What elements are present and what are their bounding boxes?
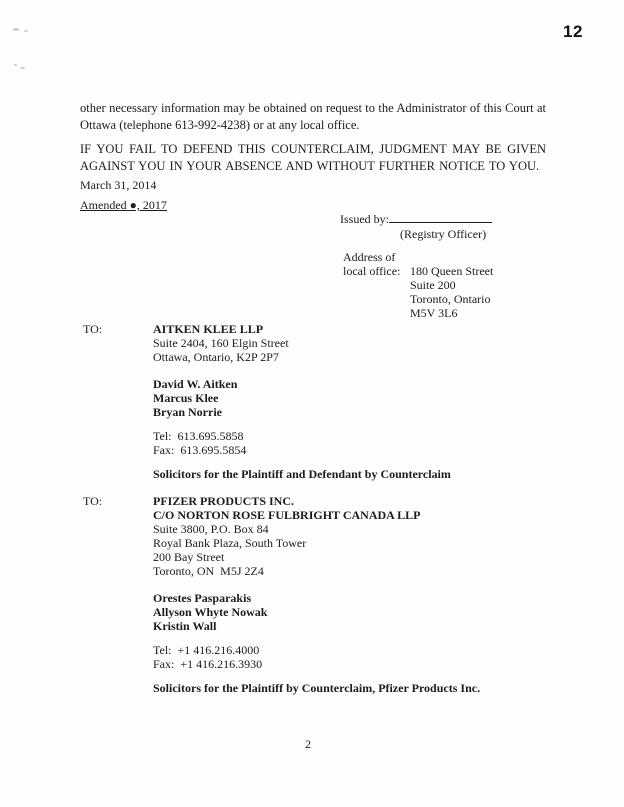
firm-address-line: Suite 2404, 160 Elgin Street	[153, 336, 289, 350]
contact-numbers	[153, 429, 546, 457]
contact-numbers	[153, 643, 546, 671]
amended-line: Amended ●, 2017	[80, 198, 167, 212]
issued-by-label: Issued by:	[340, 212, 389, 226]
address-line: 180 Queen Street	[410, 264, 494, 278]
tel-line: Tel: +1 416.216.4000	[153, 643, 260, 657]
scan-artifact	[14, 64, 17, 66]
lawyer-name: David W. Aitken	[153, 377, 238, 391]
scan-artifact	[13, 28, 19, 31]
issued-by-block	[340, 212, 546, 242]
notice-paragraph-info: other necessary information may be obtained on request to the Administrator of this Court at Ottawa (telephone 613-992-4238) or at any local office.	[80, 101, 546, 132]
solicitor-role: Solicitors for the Plaintiff by Counterclaim, Pfizer Products Inc.	[153, 681, 481, 695]
notice-paragraph-warning: IF YOU FAIL TO DEFEND THIS COUNTERCLAIM, JUDGMENT MAY BE GIVEN AGAINST YOU IN YOUR ABSENCE AND WITHOUT FURTHER NOTICE TO YOU.	[80, 142, 546, 173]
document-date: March 31, 2014	[80, 178, 157, 192]
address-of-label: Address of	[343, 250, 396, 264]
address-line: Suite 200	[410, 278, 456, 292]
scan-artifact	[24, 30, 28, 32]
recipient-block-pfizer	[80, 494, 546, 695]
registry-officer-label: (Registry Officer)	[400, 227, 487, 241]
local-office-address	[410, 250, 493, 320]
recipient-details	[153, 494, 546, 695]
to-label: TO:	[83, 322, 103, 336]
local-office-label	[343, 250, 410, 320]
document-body	[80, 100, 546, 695]
firm-name: PFIZER PRODUCTS INC.	[153, 494, 295, 508]
tel-line: Tel: 613.695.5858	[153, 429, 244, 443]
signature-line	[389, 212, 492, 223]
lawyer-names	[153, 591, 546, 633]
firm-name-co: C/O NORTON ROSE FULBRIGHT CANADA LLP	[153, 508, 421, 522]
local-office-address-block	[343, 250, 546, 320]
lawyer-name: Allyson Whyte Nowak	[153, 605, 268, 619]
firm-address-line: Ottawa, Ontario, K2P 2P7	[153, 350, 279, 364]
lawyer-names	[153, 377, 546, 419]
lawyer-name: Orestes Pasparakis	[153, 591, 252, 605]
amended-line-wrap	[80, 198, 546, 212]
tab-number: 12	[563, 22, 583, 41]
firm-address-line: Toronto, ON M5J 2Z4	[153, 564, 264, 578]
fax-line: Fax: +1 416.216.3930	[153, 657, 263, 671]
lawyer-name: Bryan Norrie	[153, 405, 222, 419]
issued-by-row	[340, 212, 546, 227]
address-line: Toronto, Ontario	[410, 292, 491, 306]
firm-address-line: Suite 3800, P.O. Box 84	[153, 522, 269, 536]
solicitor-role: Solicitors for the Plaintiff and Defendant by Counterclaim	[153, 467, 451, 481]
recipient-block-aitken-klee	[80, 322, 546, 481]
recipient-details	[153, 322, 546, 481]
page-number: 2	[305, 737, 311, 751]
to-label: TO:	[83, 494, 103, 508]
firm-name: AITKEN KLEE LLP	[153, 322, 264, 336]
firm-address-line: Royal Bank Plaza, South Tower	[153, 536, 307, 550]
local-office-label-line2: local office:	[343, 264, 401, 278]
fax-line: Fax: 613.695.5854	[153, 443, 247, 457]
scan-artifact	[20, 67, 25, 69]
lawyer-name: Marcus Klee	[153, 391, 219, 405]
firm-address-line: 200 Bay Street	[153, 550, 225, 564]
address-line: M5V 3L6	[410, 306, 458, 320]
lawyer-name: Kristin Wall	[153, 619, 217, 633]
